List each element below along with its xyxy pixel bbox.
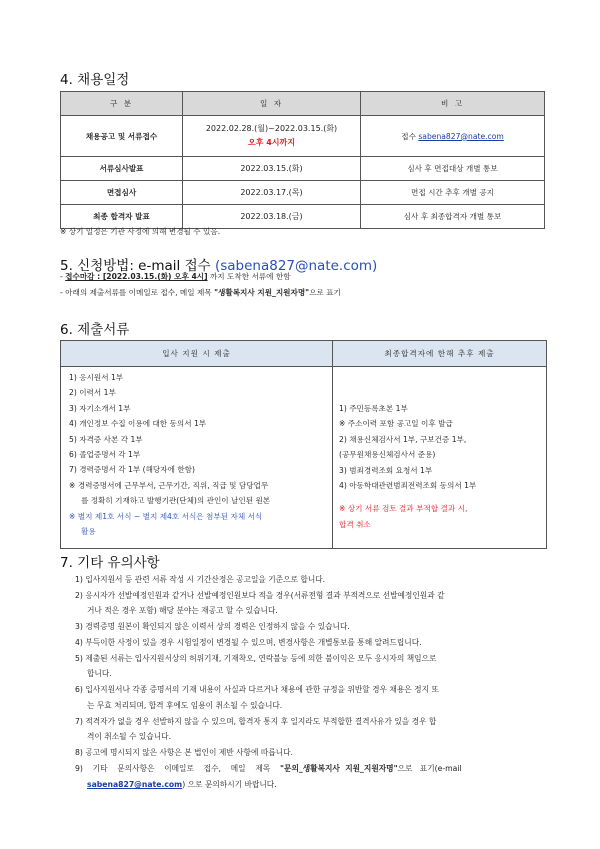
section-4-heading: 4. 채용일정	[60, 72, 130, 88]
documents-header-final: 최종합격자에 한해 추후 제출	[333, 341, 547, 367]
deadline-line	[60, 271, 291, 282]
note-line: 는 무효 처리되며, 합격 후에도 임용이 취소될 수 있습니다.	[87, 701, 283, 710]
list-item: 3) 자기소개서 1부	[69, 403, 131, 413]
note-line: 3) 경력증명 원본이 확인되지 않은 이력서 상의 경력은 인정하지 않을 수 있습니다.	[75, 622, 350, 631]
note-line: 5) 제출된 서류는 입사지원서상의 허위기재, 기재착오, 연락불능 등에 의한 불이익은 모두 응시자의 책임으로	[75, 654, 437, 663]
schedule-date: 2022.03.15.(화)	[183, 157, 361, 181]
schedule-note: 심사 후 면접대상 개별 통보	[361, 157, 545, 181]
schedule-note: 심사 후 최종합격자 개별 통보	[361, 205, 545, 229]
section-7-heading: 7. 기타 유의사항	[60, 555, 160, 571]
schedule-deadline-time: 오후 4시까지	[248, 138, 295, 147]
table-row	[61, 205, 545, 229]
note-line: 1) 입사지원서 등 관련 서류 작성 시 기간산정은 공고일을 기준으로 합니다.	[75, 575, 326, 584]
list-item: 를 정확히 기재하고 발행기관(단체)의 관인이 날인된 원본	[81, 496, 271, 506]
table-row	[61, 116, 545, 157]
deadline-dash: -	[60, 272, 66, 281]
list-item: 2) 채용신체검사서 1부, 구보건증 1부,	[339, 434, 467, 444]
schedule-header-category: 구 분	[61, 92, 183, 116]
table-row	[61, 157, 545, 181]
schedule-cat: 면접심사	[61, 181, 183, 205]
note-line: 8) 공고에 명시되지 않은 사항은 본 법인이 제반 사항에 따릅니다.	[75, 748, 293, 757]
note-line: 4) 부득이한 사정이 있을 경우 시험일정이 변경될 수 있으며, 변경사항은 개별통보를 통해 알려드립니다.	[75, 638, 422, 647]
table-row	[61, 181, 545, 205]
documents-apply-list	[61, 367, 333, 549]
list-item-note: 활용	[81, 527, 96, 537]
list-item: 3) 범죄경력조회 요청서 1부	[339, 465, 433, 475]
list-item: 5) 자격증 사본 각 1부	[69, 434, 143, 444]
list-item-warning: ※ 상기 서류 검토 결과 부적합 결과 시,	[339, 504, 468, 514]
section-6-heading: 6. 제출서류	[60, 322, 130, 338]
schedule-date: 2022.03.18.(금)	[183, 205, 361, 229]
email-link[interactable]: sabena827@nate.com	[418, 131, 504, 141]
list-item: 1) 주민등록초본 1부	[339, 404, 408, 413]
note-9-subject: "문의_생활복지사 지원_지원자명"	[280, 764, 398, 773]
submission-prefix: - 아래의 제출서류를 이메일로 접수, 메일 제목	[60, 288, 215, 297]
list-item: ※ 주소이력 포함 공고일 이후 발급	[339, 419, 453, 429]
schedule-note	[361, 116, 545, 157]
email-link[interactable]: sabena827@nate.com	[87, 780, 183, 789]
list-item: 4) 아동학대관련범죄전력조회 동의서 1부	[339, 481, 477, 491]
note-line-9	[75, 763, 462, 774]
submission-rest: 으로 표기	[309, 288, 341, 297]
list-item: ※ 경력증명서에 근무부서, 근무기간, 직위, 직급 및 담당업무	[69, 480, 269, 490]
schedule-header-date: 일 자	[183, 92, 361, 116]
list-item-note: ※ 별지 제1호 서식 ~ 별지 제4호 서식은 첨부된 자체 서식	[69, 511, 263, 521]
submission-subject: "생활복지사 지원_지원자명"	[214, 288, 310, 297]
note-9-rest: 으로 표기(e-mail	[397, 764, 462, 773]
note-10-rest: ) 으로 문의하시기 바랍니다.	[182, 780, 277, 789]
list-item: (공무원채용신체검사서 준용)	[339, 450, 436, 460]
schedule-date: 2022.03.17.(목)	[183, 181, 361, 205]
section-5-email: (sabena827@nate.com)	[214, 258, 378, 274]
documents-final-list	[333, 367, 547, 549]
schedule-cat: 채용공고 및 서류접수	[61, 116, 183, 157]
note-line: 거나 적은 경우 포함) 해당 분야는 재공고 할 수 있습니다.	[87, 606, 278, 615]
note-prefix: 접수	[401, 131, 419, 141]
note-line: 6) 입사지원서나 각종 증명서의 기재 내용이 사실과 다르거나 채용에 관한 규정을 위반할 경우 채용은 정지 또	[75, 685, 439, 694]
schedule-cat: 최종 합격자 발표	[61, 205, 183, 229]
list-item: 4) 개인정보 수집 이용에 대한 동의서 1부	[69, 419, 207, 429]
deadline-rest: 까지 도착한 서류에 한함	[207, 272, 291, 281]
note-line: 격이 취소될 수 있습니다.	[87, 732, 172, 741]
schedule-date	[183, 116, 361, 157]
schedule-note: 면접 시간 추후 개별 공지	[361, 181, 545, 205]
schedule-date-range: 2022.02.28.(월)~2022.03.15.(화)	[205, 124, 338, 133]
list-item: 2) 이력서 1부	[69, 388, 116, 398]
list-item-warning: 합격 취소	[339, 519, 371, 529]
documents-table	[60, 340, 547, 549]
submission-line	[60, 287, 341, 298]
schedule-header-note: 비 고	[361, 92, 545, 116]
list-item: 1) 응시원서 1부	[69, 373, 124, 382]
note-line: 합니다.	[87, 669, 112, 678]
documents-header-apply: 입사 지원 시 제출	[61, 341, 333, 367]
section-5-heading-text: 5. 신청방법: e-mail 접수	[60, 258, 215, 274]
list-item: 6) 졸업증명서 각 1부	[69, 450, 141, 460]
schedule-table	[60, 91, 545, 229]
note-line: 2) 응시자가 선발예정인원과 같거나 선발예정인원보다 적을 경우(서류전형 결과 부적격으로 선발예정인원과 같	[75, 591, 445, 600]
note-9-prefix: 9) 기타 문의사항은 이메일로 접수, 메일 제목	[75, 764, 281, 773]
deadline-bold: 접수마감 : [2022.03.15.(화) 오후 4시]	[65, 272, 208, 281]
note-line-10	[87, 779, 277, 790]
schedule-cat: 서류심사발표	[61, 157, 183, 181]
note-line: 7) 적격자가 없을 경우 선발하지 않을 수 있으며, 합격자 통지 후 일지라도 부적합한 결격사유가 있을 경우 합	[75, 717, 437, 726]
schedule-footnote: ※ 상기 일정은 기관 사정에 의해 변경될 수 있음.	[60, 227, 221, 236]
list-item: 7) 경력증명서 각 1부 (해당자에 한함)	[69, 465, 195, 475]
